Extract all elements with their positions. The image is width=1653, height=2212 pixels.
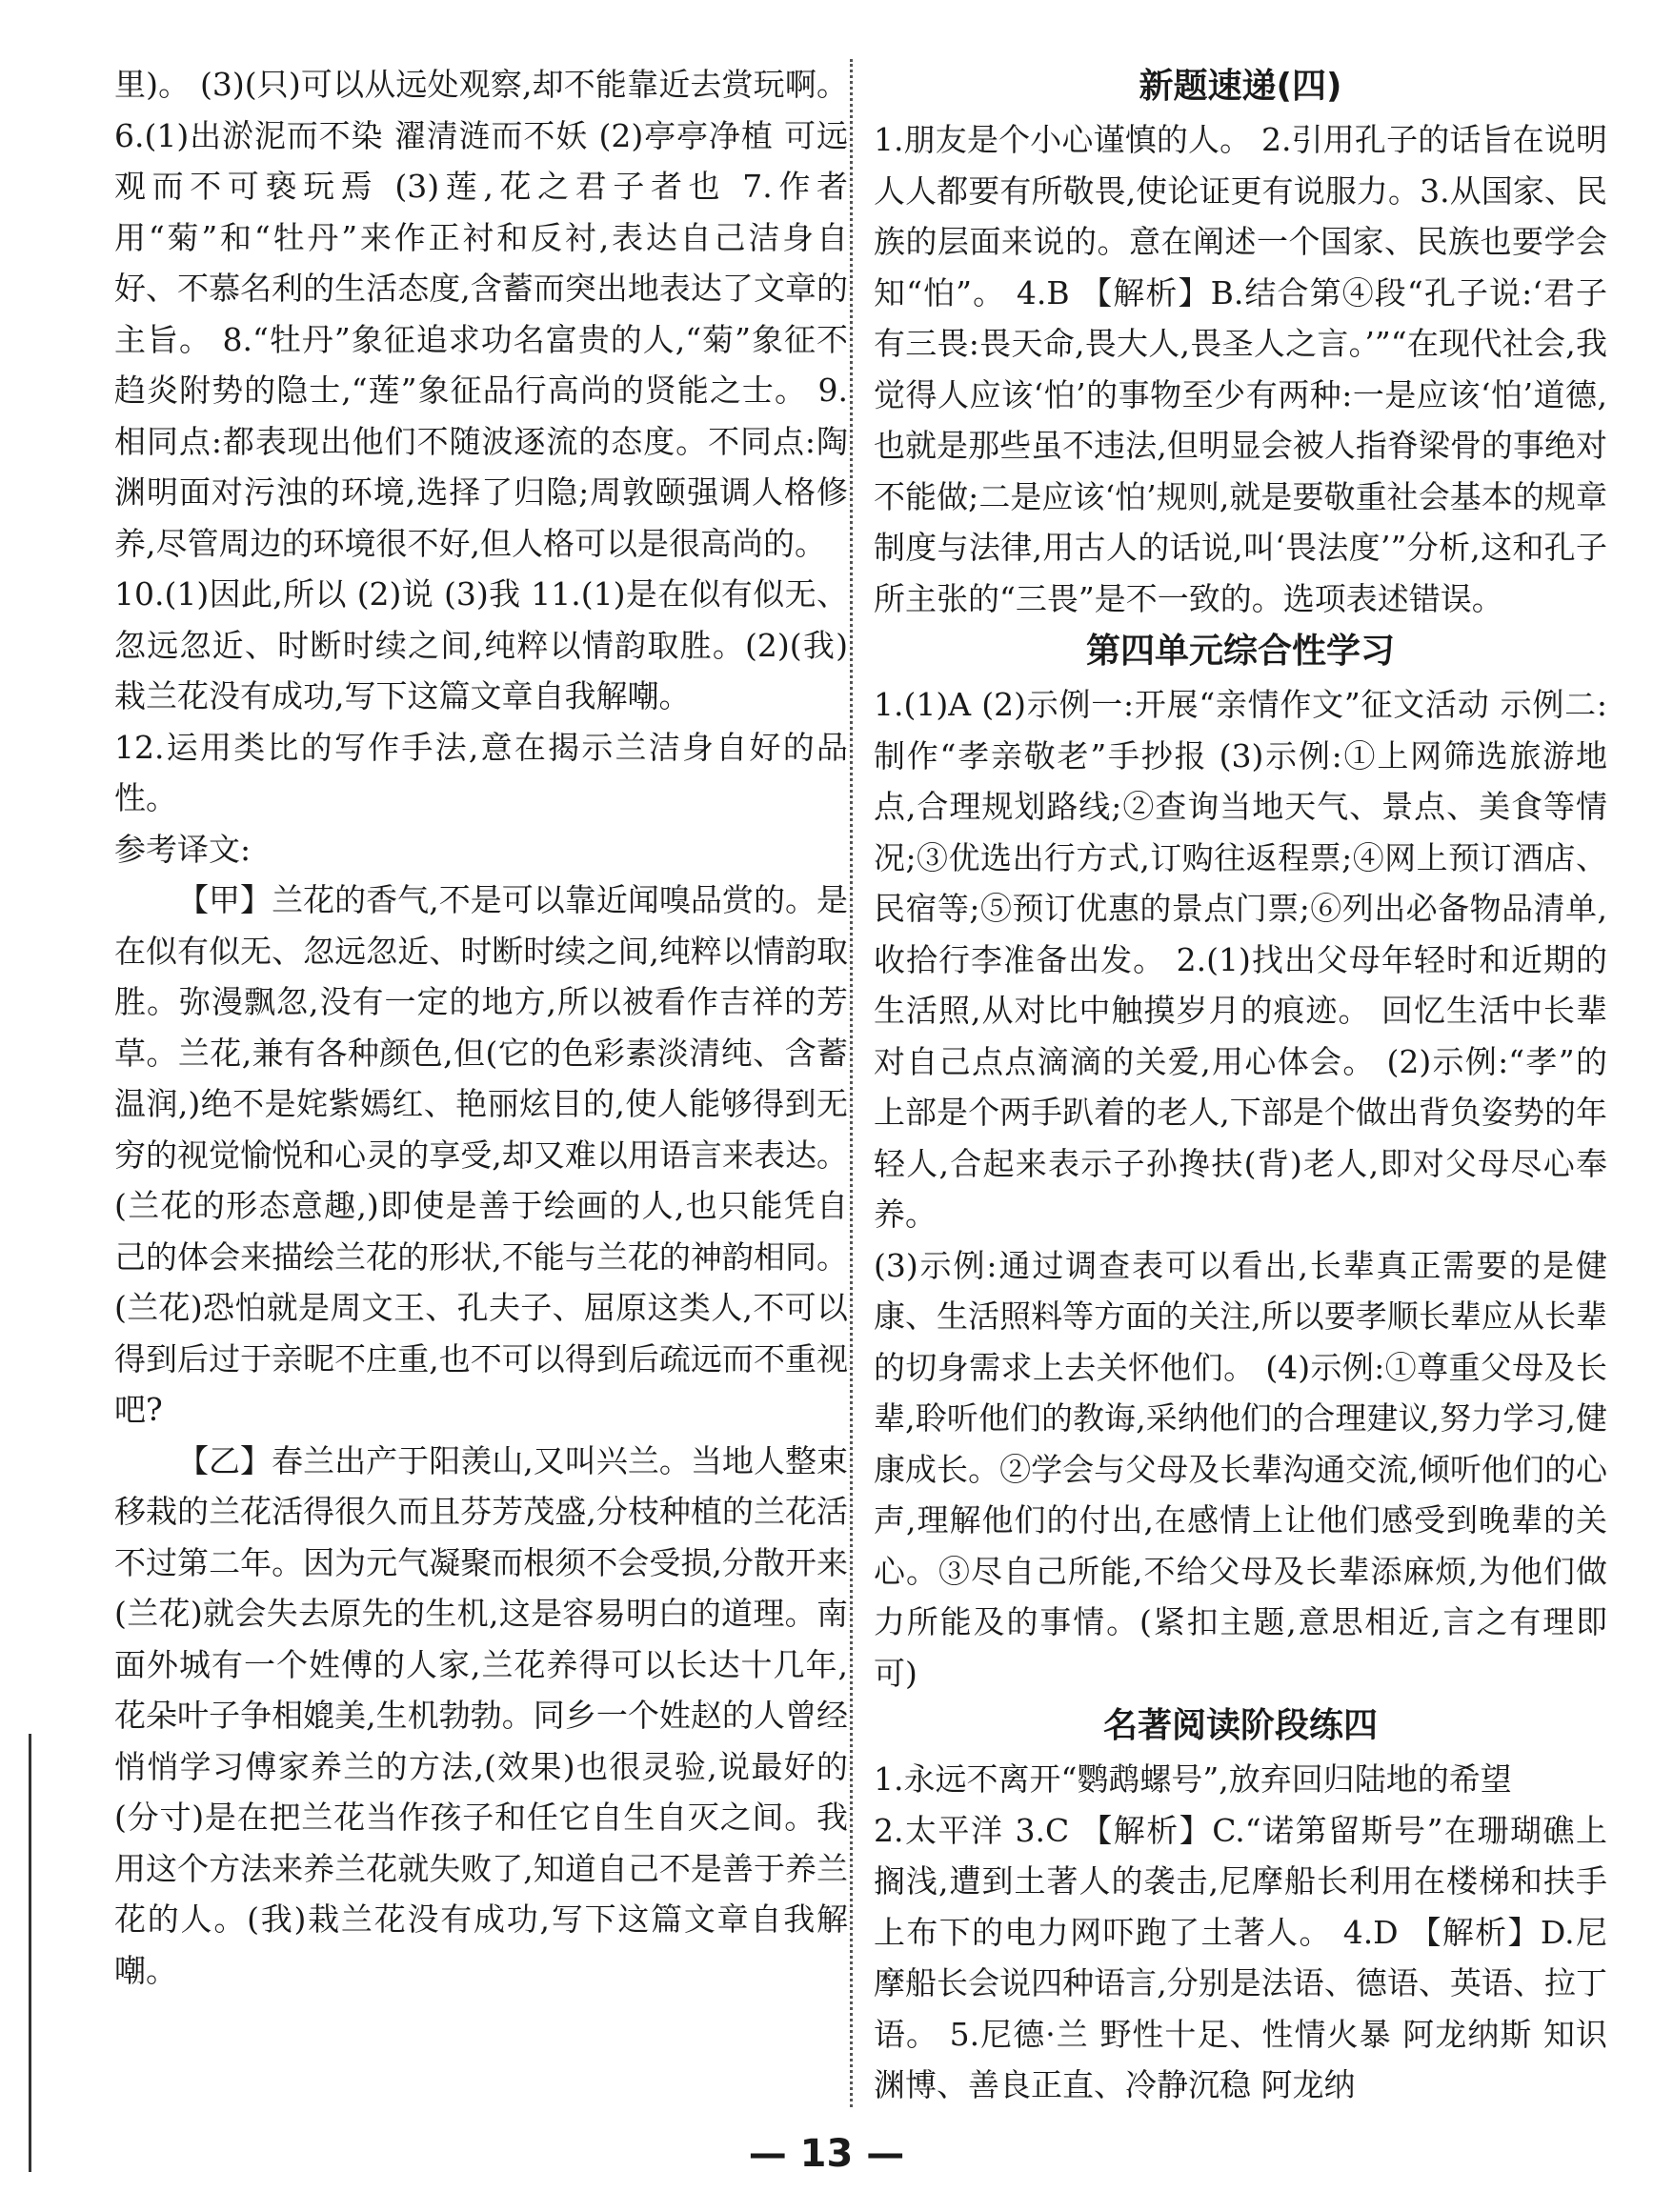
translation-yi: 【乙】春兰出产于阳羡山,又叫兴兰。当地人整束移栽的兰花活得很久而且芬芳茂盛,分枝种植的兰花活不过第二年。因为元气凝聚而根须不会受损,分散开来(兰花)就会失去原先的生机,这是容易明白的道理。南面外城有一个姓傅的人家,兰花养得可以长达十几年,花朵叶子争相媲美,生机勃勃。同乡一个姓赵的人曾经悄悄学习傅家养兰的方法,(效果)也很灵验,说最好的(分寸)是在把兰花当作孩子和任它自生自灭之间。我用这个方法来养兰花就失败了,知道自己不是善于养兰花的人。(我)栽兰花没有成功,写下这篇文章自我解嘲。 xyxy=(114,1441,848,1989)
classics-answer-2: 2.太平洋 3.C 【解析】C.“诺第留斯号”在珊瑚礁上搁浅,遭到土著人的袭击,尼摩船长利用在楼梯和扶手上布下的电力网吓跑了土著人。 4.D 【解析】D.尼摩船长会说四种语言,分别是法语、德语、英语、拉丁语。 5.尼德·兰 野性十足、性情火暴 阿龙纳斯 知识渊博、善良正直、冷静沉稳 阿龙纳 xyxy=(874,1811,1607,2103)
left-column xyxy=(114,59,848,1996)
new-questions-answers: 1.朋友是个小心谨慎的人。 2.引用孔子的话旨在说明人人都要有所敬畏,使论证更有说服力。3.从国家、民族的层面来说的。意在阐述一个国家、民族也要学会知“怕”。 4.B 【解析】B.结合第④段“孔子说:‘君子有三畏:畏天命,畏大人,畏圣人之言。’”“在现代社会,我觉得人应该‘怕’的事物至少有两种:一是应该‘怕’道德,也就是那些虽不违法,但明显会被人指脊梁骨的事绝对不能做;二是应该‘怕’规则,就是要敬重社会基本的规章制度与法律,用古人的话说,叫‘畏法度’”分析,这和孔子所主张的“三畏”是不一致的。选项表述错误。 xyxy=(874,121,1607,617)
translation-label: 参考译文: xyxy=(114,830,252,868)
right-column xyxy=(874,59,1607,2111)
answer-block-1: 里)。 (3)(只)可以从远处观察,却不能靠近去赏玩啊。 6.(1)出淤泥而不染 濯清涟而不妖 (2)亭亭净植 可远观而不可亵玩焉 (3)莲,花之君子者也 7.作者用“菊”和“牡丹”来作正衬和反衬,表达自己洁身自好、不慕名利的生活态度,含蓄而突出地表达了文章的主旨。 8.“牡丹”象征追求功名富贵的人,“菊”象征不趋炎附势的隐士,“莲”象征品行高尚的贤能之士。 9.相同点:都表现出他们不随波逐流的态度。不同点:陶渊明面对污浊的环境,选择了归隐;周敦颐强调人格修养,尽管周边的环境很不好,但人格可以是很高尚的。 xyxy=(114,66,848,562)
answer-block-2: 10.(1)因此,所以 (2)说 (3)我 11.(1)是在似有似无、忽远忽近、时断时续之间,纯粹以情韵取胜。(2)(我)栽兰花没有成功,写下这篇文章自我解嘲。 xyxy=(114,575,848,714)
section-heading-unit4-study: 第四单元综合性学习 xyxy=(1085,632,1395,671)
unit4-answers-part1: 1.(1)A (2)示例一:开展“亲情作文”征文活动 示例二:制作“孝亲敬老”手抄报 (3)示例:①上网筛选旅游地点,合理规划路线;②查询当地天气、景点、美食等情况;③优选出行方式,订购往返程票;④网上预订酒店、民宿等;⑤预订优惠的景点门票;⑥列出必备物品清单,收拾行李准备出发。 2.(1)找出父母年轻时和近期的生活照,从对比中触摸岁月的痕迹。 回忆生活中长辈对自己点点滴滴的关爱,用心体会。 (2)示例:“孝”的上部是个两手趴着的老人,下部是个做出背负姿势的年轻人,合起来表示子孙搀扶(背)老人,即对父母尽心奉养。 xyxy=(874,686,1607,1233)
section-heading-new-questions: 新题速递(四) xyxy=(1139,67,1342,106)
section-heading-classics-reading: 名著阅读阶段练四 xyxy=(1102,1706,1378,1745)
column-divider xyxy=(850,59,853,2107)
answer-block-3: 12.运用类比的写作手法,意在揭示兰洁身自好的品性。 xyxy=(114,728,848,816)
unit4-answers-part2: (3)示例:通过调查表可以看出,长辈真正需要的是健康、生活照料等方面的关注,所以要孝顺长辈应从长辈的切身需求上去关怀他们。 (4)示例:①尊重父母及长辈,聆听他们的教诲,采纳他们的合理建议,努力学习,健康成长。②学会与父母及长辈沟通交流,倾听他们的心声,理解他们的付出,在感情上让他们感受到晚辈的关心。③尽自己所能,不给父母及长辈添麻烦,为他们做力所能及的事情。(紧扣主题,意思相近,言之有理即可) xyxy=(874,1246,1607,1692)
classics-answer-1: 1.永远不离开“鹦鹉螺号”,放弃回归陆地的希望 xyxy=(874,1760,1512,1798)
page-number: — 13 — xyxy=(748,2132,905,2176)
binding-edge-line xyxy=(29,1734,31,2172)
translation-jia: 【甲】兰花的香气,不是可以靠近闻嗅品赏的。是在似有似无、忽远忽近、时断时续之间,纯粹以情韵取胜。弥漫飘忽,没有一定的地方,所以被看作吉祥的芳草。兰花,兼有各种颜色,但(它的色彩素淡清纯、含蓄温润,)绝不是姹紫嫣红、艳丽炫目的,使人能够得到无穷的视觉愉悦和心灵的享受,却又难以用语言来表达。(兰花的形态意趣,)即使是善于绘画的人,也只能凭自己的体会来描绘兰花的形状,不能与兰花的神韵相同。(兰花)恐怕就是周文王、孔夫子、屈原这类人,不可以得到后过于亲昵不庄重,也不可以得到后疏远而不重视吧? xyxy=(114,881,848,1428)
